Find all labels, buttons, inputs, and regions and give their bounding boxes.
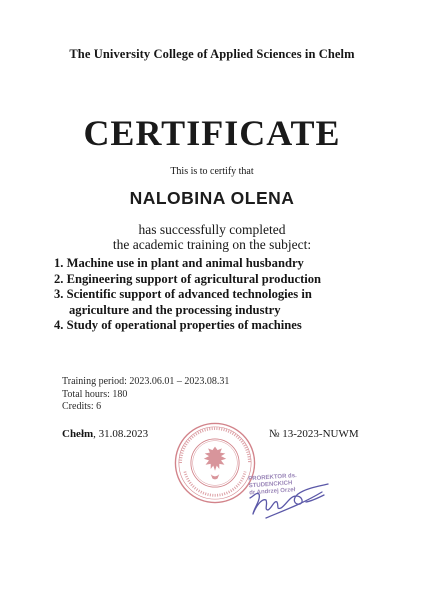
training-details: [62, 376, 229, 414]
certificate-number: № 13-2023-NUWM: [269, 428, 359, 440]
stamp-line-1: PROREKTOR ds. STUDENCKICH: [248, 473, 297, 490]
place: Chełm: [62, 428, 94, 440]
intro-line-2: the academic training on the subject:: [112, 237, 312, 252]
subject-list: [54, 256, 394, 334]
credits: Credits: 6: [62, 401, 102, 412]
total-hours: Total hours: 180: [62, 388, 128, 400]
subject-item-1: 1. Machine use in plant and animal husbandry: [54, 256, 304, 270]
college-name: The University College of Applied Sciences in Chelm: [69, 47, 355, 61]
subject-item-4: 4. Study of operational properties of machines: [54, 318, 302, 332]
recipient-name: NALOBINA OLENA: [129, 188, 295, 208]
stamp-line-2: dr Andrzej Orzeł: [249, 487, 296, 497]
subject-item-3-continued: agriculture and the processing industry: [69, 302, 281, 317]
intro-line-1: has successfully completed: [138, 222, 286, 237]
training-period: Training period: 2023.06.01 – 2023.08.31: [62, 376, 230, 387]
certify-line: This is to certify that: [170, 166, 254, 177]
certificate-title: CERTIFICATE: [83, 113, 341, 153]
place-and-date: [62, 428, 148, 440]
subject-item-3: 3. Scientific support of advanced technologies in: [54, 287, 312, 301]
issue-date: , 31.08.2023: [93, 428, 149, 440]
intro-text: [0, 222, 424, 252]
subject-item-2: 2. Engineering support of agricultural production: [54, 271, 322, 286]
handwritten-signature-icon: [246, 478, 332, 520]
